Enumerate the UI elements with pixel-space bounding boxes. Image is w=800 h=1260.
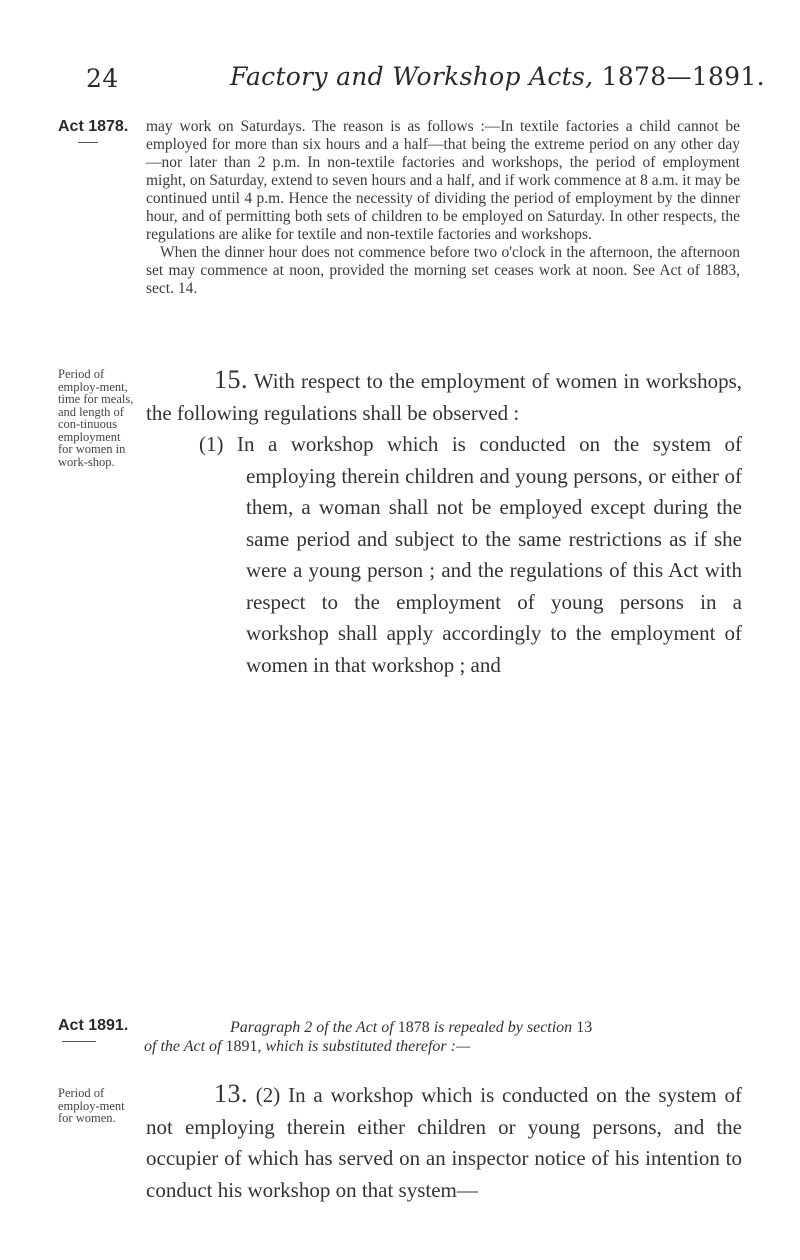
repeal-note-post: , which is substituted therefor :—	[257, 1038, 471, 1055]
act-1891-tag: Act 1891.	[58, 1017, 129, 1034]
act-1891-rule	[62, 1041, 96, 1042]
section-15	[146, 364, 742, 681]
repeal-note-line-2	[144, 1037, 770, 1056]
repeal-note-line-1	[230, 1018, 770, 1037]
act-1878-tag: Act 1878.	[58, 118, 129, 135]
commentary-para-1: may work on Saturdays. The reason is as follows :—In textile factories a child cannot be employed for more than six hours and a half—that being the extreme period on any other day—nor later than 2 p.m. In non-textile factories and workshops, the period of employment might, on Saturday, extend to seven hours and a half, and if work commence at 8 a.m. it may be continued until 4 p.m. Hence the necessity of dividing the period of employment by the dinner hour, and of permitting both sets of children to be employed on Saturday. In other respects, the regulations are alike for textile and non-textile factories and workshops.	[146, 118, 740, 243]
section-15-intro	[146, 364, 742, 429]
repeal-note-year-1891: 1891	[225, 1038, 258, 1055]
repeal-note-line2-pre: of the Act of	[144, 1038, 226, 1055]
section-15-clause-1	[199, 429, 742, 681]
margin-note-section-13: Period of employ-ment for women.	[58, 1086, 125, 1125]
repeal-note-pre: Paragraph 2 of the Act of	[230, 1019, 398, 1036]
commentary-para-2: When the dinner hour does not commence before two o'clock in the afternoon, the afternoon set may commence at noon, provided the morning set ceases work at noon. See Act of 1883, sect. 14.	[146, 244, 740, 297]
commentary-1878	[146, 118, 740, 298]
repeal-note	[144, 1018, 770, 1056]
repeal-note-year-1878: 1878	[397, 1019, 430, 1036]
clause-1-number: (1)	[199, 432, 224, 456]
repeal-note-mid: is repealed by section	[429, 1019, 577, 1036]
section-13-number: 13.	[214, 1079, 248, 1108]
section-15-intro-text: With respect to the employment of women in workshops, the following regulations shall be observed :	[146, 369, 743, 425]
section-15-number: 15.	[214, 365, 248, 394]
clause-2-number: (2)	[255, 1083, 281, 1107]
running-title-years: 1878—1891.	[601, 62, 765, 91]
section-13-clause-2	[146, 1078, 742, 1206]
act-1878-rule	[78, 142, 98, 143]
clause-1-text: In a workshop which is conducted on the system of employing therein children and young persons, or either of them, a woman shall not be employed except during the same period and subject to the same restrictions as if she were a young person ; and the regulations of this Act with respect to the employment of young persons in a workshop shall apply accordingly to the employment of women in that workshop ; and	[236, 432, 742, 677]
running-title-text: Factory and Workshop Acts,	[230, 62, 594, 91]
running-title	[230, 62, 765, 91]
margin-note-section-15: Period of employ-ment, time for meals, and length of con-tinuous employment for women in work-shop.	[58, 367, 134, 469]
section-13-text: In a workshop which is conducted on the system of not employing therein either children or young persons, and the occupier of which has served on an inspector notice of his intention to conduct his workshop on that system—	[146, 1083, 742, 1202]
page-number: 24	[86, 64, 119, 93]
repeal-note-section: 13	[576, 1019, 593, 1036]
section-13	[146, 1078, 742, 1206]
